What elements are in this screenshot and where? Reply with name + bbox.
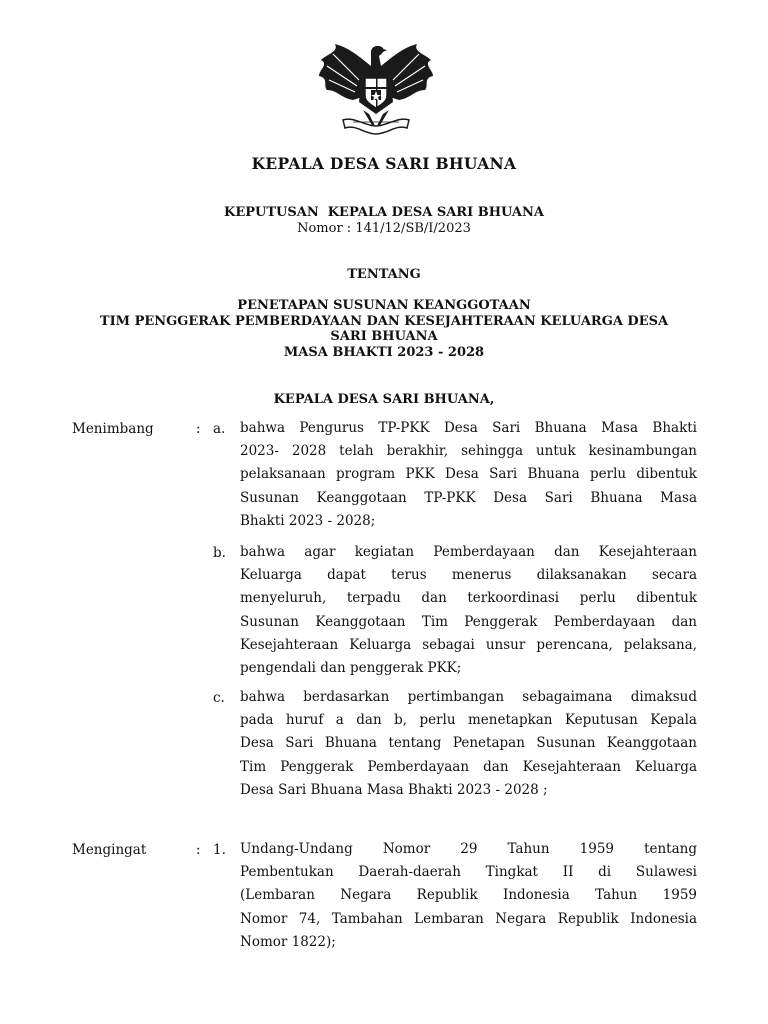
subject-line: PENETAPAN SUSUNAN KEANGGOTAAN: [237, 298, 531, 313]
menimbang-item-b: [240, 541, 697, 680]
text-line: Bhakti 2023 - 2028;: [240, 512, 376, 529]
text-line: Pembentukan Daerah-daerah Tingkat II di Sulawesi: [240, 864, 697, 881]
text-line: Undang-Undang Nomor 29 Tahun 1959 tentang: [240, 841, 697, 857]
decree-number: Nomor : 141/12/SB/I/2023: [297, 221, 471, 236]
text-line: bahwa berdasarkan pertimbangan sebagaimana dimaksud: [240, 689, 697, 705]
item-mark: a.: [213, 421, 226, 437]
mengingat-item-1: [240, 838, 697, 954]
authority-heading: KEPALA DESA SARI BHUANA,: [273, 392, 495, 407]
text-line: menyeluruh, terpadu dan terkoordinasi perlu dibentuk: [240, 590, 697, 607]
text-line: pelaksanaan program PKK Desa Sari Bhuana perlu dibentuk: [240, 466, 697, 483]
decree-subject: [60, 298, 708, 360]
text-line: Kesejahteraan Keluarga sebagai unsur perencana, pelaksana,: [240, 636, 697, 653]
menimbang-item-c: [240, 686, 697, 802]
mengingat-label: Mengingat: [72, 842, 147, 858]
tentang-heading: TENTANG: [347, 267, 421, 282]
text-line: Tim Penggerak Pemberdayaan dan Kesejahteraan Keluarga: [240, 758, 697, 775]
item-mark: c.: [213, 690, 225, 706]
item-mark: 1.: [213, 842, 226, 858]
text-line: Nomor 1822);: [240, 933, 336, 950]
text-line: Nomor 74, Tambahan Lembaran Negara Republik Indonesia: [240, 910, 697, 927]
garuda-pancasila-emblem: [313, 40, 439, 140]
item-mark: b.: [213, 545, 226, 561]
text-line: bahwa Pengurus TP-PKK Desa Sari Bhuana Masa Bhakti: [240, 420, 697, 436]
subject-line: SARI BHUANA: [330, 329, 438, 344]
mengingat-colon: :: [196, 842, 201, 858]
menimbang-item-a: [240, 417, 697, 533]
menimbang-colon: :: [196, 421, 201, 437]
text-line: Desa Sari Bhuana Masa Bhakti 2023 - 2028 ;: [240, 781, 548, 798]
decree-title: KEPUTUSAN KEPALA DESA SARI BHUANA: [224, 205, 544, 220]
text-line: pada huruf a dan b, perlu menetapkan Keputusan Kepala: [240, 712, 697, 729]
text-line: (Lembaran Negara Republik Indonesia Tahun 1959: [240, 887, 697, 904]
menimbang-label: Menimbang: [72, 421, 154, 437]
subject-line: MASA BHAKTI 2023 - 2028: [283, 344, 485, 360]
document-title: KEPALA DESA SARI BHUANA: [251, 154, 517, 173]
subject-line: TIM PENGGERAK PEMBERDAYAAN DAN KESEJAHTERAAN KELUARGA DESA: [99, 313, 669, 329]
text-line: pengendali dan penggerak PKK;: [240, 660, 462, 677]
text-line: Keluarga dapat terus menerus dilaksanakan secara: [240, 567, 697, 584]
text-line: bahwa agar kegiatan Pemberdayaan dan Kesejahteraan: [240, 544, 697, 560]
text-line: Susunan Keanggotaan Tim Penggerak Pemberdayaan dan: [240, 613, 697, 630]
text-line: Desa Sari Bhuana tentang Penetapan Susunan Keanggotaan: [240, 735, 697, 752]
text-line: 2023- 2028 telah berakhir, sehingga untuk kesinambungan: [240, 443, 697, 460]
text-line: Susunan Keanggotaan TP-PKK Desa Sari Bhuana Masa: [240, 489, 697, 506]
